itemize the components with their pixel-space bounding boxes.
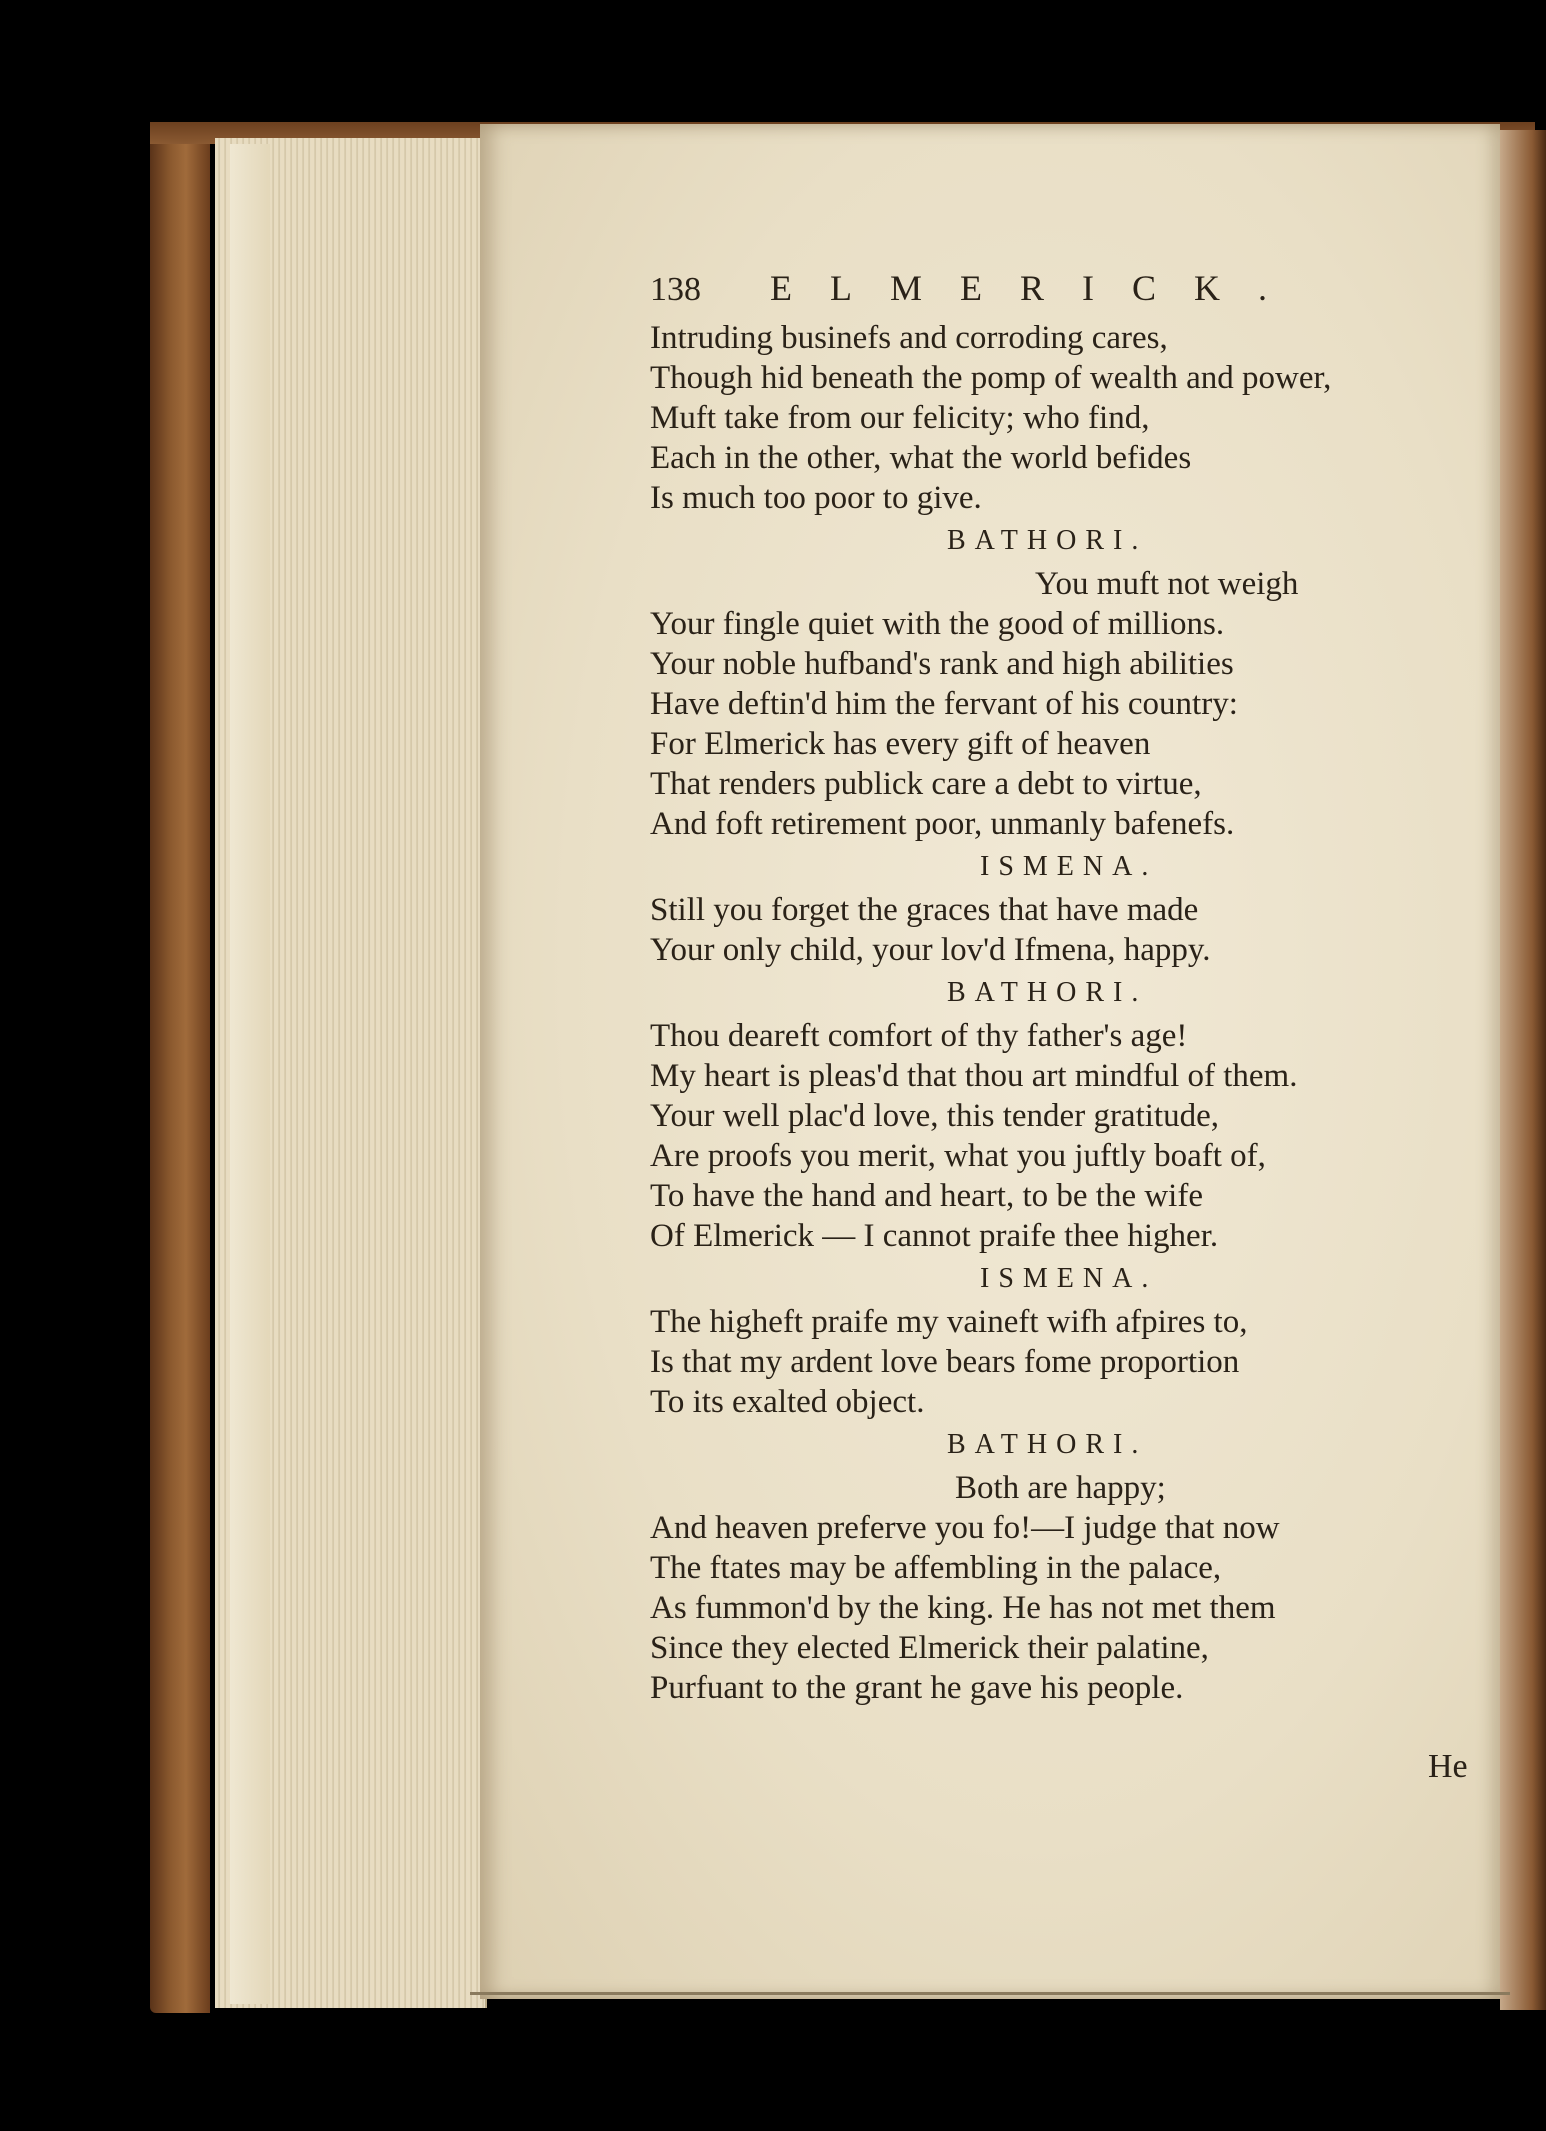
book-cover-left: [150, 128, 210, 2013]
verse-line: Your well plac'd love, this tender gratitude,: [650, 1098, 1219, 1134]
verse-line: Your only child, your lov'd Ifmena, happy.: [650, 932, 1211, 968]
page-number: 138: [650, 271, 701, 308]
verse-line: Your fingle quiet with the good of millions.: [650, 606, 1225, 642]
speaker-heading: BATHORI.: [947, 977, 1148, 1008]
verse-line: Purfuant to the grant he gave his people.: [650, 1670, 1184, 1706]
facing-page-edge: [1500, 130, 1546, 2010]
verse-line: Thou deareft comfort of thy father's age!: [650, 1018, 1188, 1054]
page-text: [650, 268, 1490, 1708]
speaker-heading: ISMENA.: [980, 851, 1158, 882]
verse-line: And heaven preferve you fo!—I judge that now: [650, 1510, 1280, 1546]
verse-line: Is that my ardent love bears fome proportion: [650, 1344, 1240, 1380]
verse-body: [650, 318, 1490, 1708]
verse-line: Your noble hufband's rank and high abilities: [650, 646, 1234, 682]
verse-line: Though hid beneath the pomp of wealth and power,: [650, 360, 1332, 396]
verse-line: Is much too poor to give.: [650, 480, 982, 516]
running-title: ELMERICK.: [770, 268, 1305, 308]
speaker-heading: ISMENA.: [980, 1263, 1158, 1294]
verse-line: Still you forget the graces that have made: [650, 892, 1199, 928]
verse-line: The ftates may be affembling in the palace,: [650, 1550, 1222, 1586]
verse-line: As fummon'd by the king. He has not met them: [650, 1590, 1276, 1626]
verse-line: That renders publick care a debt to virtue,: [650, 766, 1202, 802]
page-block-inner: [230, 144, 270, 2004]
verse-line: And foft retirement poor, unmanly bafenefs.: [650, 806, 1235, 842]
verse-line: Are proofs you merit, what you juftly boaft of,: [650, 1138, 1266, 1174]
verse-line: Intruding businefs and corroding cares,: [650, 320, 1168, 356]
catchword: He: [1428, 1748, 1468, 1785]
verse-line: The higheft praife my vaineft wifh afpires to,: [650, 1304, 1248, 1340]
verse-line: Muft take from our felicity; who find,: [650, 400, 1150, 436]
verse-line: Since they elected Elmerick their palatine,: [650, 1630, 1209, 1666]
verse-line: You muft not weigh: [1035, 566, 1299, 602]
verse-line: Have deftin'd him the fervant of his country:: [650, 686, 1238, 722]
verse-line: To have the hand and heart, to be the wife: [650, 1178, 1203, 1214]
page-bottom-edge: [470, 1992, 1510, 1995]
verse-line: For Elmerick has every gift of heaven: [650, 726, 1151, 762]
page-header: [650, 268, 1490, 318]
verse-line: My heart is pleas'd that thou art mindful of them.: [650, 1058, 1298, 1094]
verse-line: Each in the other, what the world befides: [650, 440, 1192, 476]
verse-line: Of Elmerick — I cannot praife thee higher.: [650, 1218, 1219, 1254]
verse-line: Both are happy;: [955, 1470, 1166, 1506]
speaker-heading: BATHORI.: [947, 1429, 1148, 1460]
speaker-heading: BATHORI.: [947, 525, 1148, 556]
verse-line: To its exalted object.: [650, 1384, 925, 1420]
